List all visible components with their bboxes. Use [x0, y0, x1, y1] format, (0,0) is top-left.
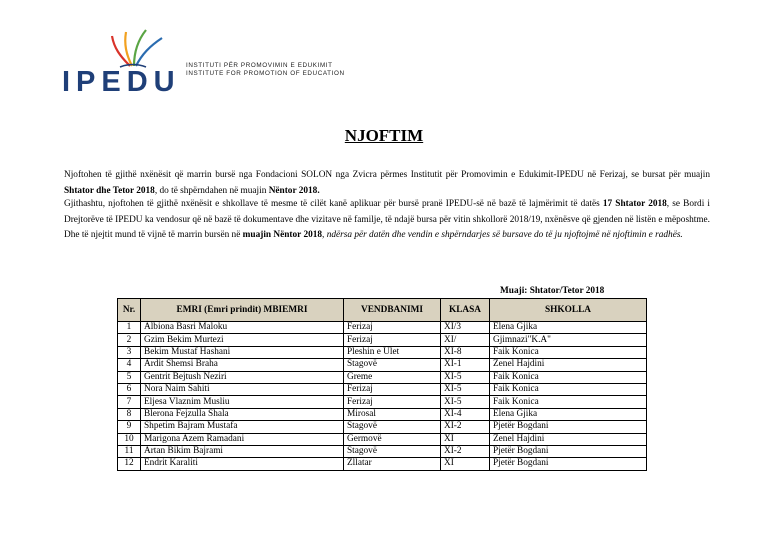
- table-row: [118, 396, 647, 408]
- ipedu-logo: [62, 26, 345, 100]
- row-name: Gentrit Bejtush Neziri: [141, 371, 344, 383]
- row-name: Nora Naim Sahiti: [141, 383, 344, 395]
- table-row: [118, 408, 647, 420]
- row-nr: 6: [118, 383, 141, 395]
- header-name: EMRI (Emri prindit) MBIEMRI: [141, 299, 344, 322]
- row-nr: 4: [118, 359, 141, 371]
- row-school: Zenel Hajdini: [490, 359, 647, 371]
- row-nr: 5: [118, 371, 141, 383]
- table-row: [118, 421, 647, 433]
- row-nr: 11: [118, 445, 141, 457]
- row-nr: 10: [118, 433, 141, 445]
- table-row: [118, 445, 647, 457]
- row-nr: 8: [118, 408, 141, 420]
- table-row: [118, 383, 647, 395]
- row-residence: Greme: [344, 371, 441, 383]
- row-school: Faik Konica: [490, 383, 647, 395]
- paragraph-1-months: Shtator dhe Tetor 2018: [64, 185, 155, 196]
- row-school: Elena Gjika: [490, 408, 647, 420]
- row-school: Pjetër Bogdani: [490, 458, 647, 470]
- table-row: [118, 334, 647, 346]
- row-class: XI/: [441, 334, 490, 346]
- header-residence: VENDBANIMI: [344, 299, 441, 322]
- logo-book-swoosh-icon: [90, 26, 180, 70]
- row-name: Blerona Fejzulla Shala: [141, 408, 344, 420]
- logo-tagline-sq: INSTITUTI PËR PROMOVIMIN E EDUKIMIT: [186, 62, 333, 69]
- header-nr: Nr.: [118, 299, 141, 322]
- row-nr: 1: [118, 322, 141, 334]
- row-residence: Stagovë: [344, 359, 441, 371]
- paragraph-2: [64, 197, 710, 244]
- row-class: XI-4: [441, 408, 490, 420]
- page-title: NJOFTIM: [344, 126, 424, 145]
- row-name: Albiona Basri Maloku: [141, 322, 344, 334]
- table-row: [118, 322, 647, 334]
- logo-tagline: [186, 62, 345, 78]
- row-nr: 7: [118, 396, 141, 408]
- table-row: [118, 458, 647, 470]
- row-school: Faik Konica: [490, 396, 647, 408]
- row-school: Faik Konica: [490, 346, 647, 358]
- row-class: XI: [441, 458, 490, 470]
- paragraph-2-month: muajin Nëntor 2018: [242, 230, 323, 240]
- row-name: Bekim Mustaf Hashani: [141, 346, 344, 358]
- paragraph-2-date: 17 Shtator 2018: [602, 199, 667, 209]
- row-name: Shpetim Bajram Mustafa: [141, 421, 344, 433]
- paragraph-2-text-a: Gjithashtu, njoftohen të gjithë nxënësit e shkollave të mesme të cilët kanë aplikuar për bursë pranë IPEDU-së në bazë të lajmërimit të datës: [64, 199, 603, 209]
- logo-wordmark: IPEDU: [62, 66, 181, 98]
- row-class: XI-1: [441, 359, 490, 371]
- row-school: Pjetër Bogdani: [490, 421, 647, 433]
- row-residence: Ferizaj: [344, 322, 441, 334]
- row-class: XI-5: [441, 396, 490, 408]
- header-school: SHKOLLA: [490, 299, 647, 322]
- row-name: Eljesa Vlaznim Musliu: [141, 396, 344, 408]
- row-residence: Stagovë: [344, 421, 441, 433]
- paragraph-1: [64, 168, 710, 199]
- row-residence: Mirosal: [344, 408, 441, 420]
- row-class: XI/3: [441, 322, 490, 334]
- row-name: Artan Bikim Bajrami: [141, 445, 344, 457]
- row-residence: Zllatar: [344, 458, 441, 470]
- row-school: Pjetër Bogdani: [490, 445, 647, 457]
- row-school: Faik Konica: [490, 371, 647, 383]
- paragraph-1-distribution-month: Nëntor 2018.: [268, 185, 320, 196]
- row-name: Marigona Azem Ramadani: [141, 433, 344, 445]
- table-row: [118, 371, 647, 383]
- row-nr: 3: [118, 346, 141, 358]
- row-class: XI-5: [441, 371, 490, 383]
- table-row: [118, 346, 647, 358]
- row-class: XI-2: [441, 445, 490, 457]
- row-residence: Ferizaj: [344, 396, 441, 408]
- table-row: [118, 359, 647, 371]
- paragraph-1-text-a: Njoftohen të gjithë nxënësit që marrin bursë nga Fondacioni SOLON nga Zvicra përmes Institutit për Promovimin e Edukimit-IPEDU në Ferizaj, se bursat për muajin: [64, 170, 710, 180]
- row-name: Gzim Bekim Murtezi: [141, 334, 344, 346]
- row-residence: Ferizaj: [344, 383, 441, 395]
- row-nr: 2: [118, 334, 141, 346]
- row-class: XI-8: [441, 346, 490, 358]
- row-school: Gjimnazi"K.A": [490, 334, 647, 346]
- table-body: [118, 322, 647, 471]
- row-school: Zenel Hajdini: [490, 433, 647, 445]
- paragraph-2-text-e: , ndërsa për datën dhe vendin e shpërndarjes së bursave do të ju njoftojmë në njoftimin e radhës.: [322, 230, 683, 240]
- header-class: KLASA: [441, 299, 490, 322]
- row-class: XI: [441, 433, 490, 445]
- paragraph-2-text-c: , se Bordi i Drejtorëve të IPEDU ka vendosur që në bazë të dokumentave dhe vizitave në familje, të ndajë bursa për vitin shkollorë 2018/19, nxënësve që gjenden në listën e mëposhtme. Dhe të njejtit mund të vijnë të marrin bursën në: [64, 199, 710, 240]
- row-name: Endrit Karaliti: [141, 458, 344, 470]
- row-school: Elena Gjika: [490, 322, 647, 334]
- scholarship-table: [117, 298, 647, 471]
- row-name: Ardit Shemsi Braha: [141, 359, 344, 371]
- row-nr: 12: [118, 458, 141, 470]
- row-class: XI-2: [441, 421, 490, 433]
- row-residence: Pleshin e Ulet: [344, 346, 441, 358]
- table-row: [118, 433, 647, 445]
- row-residence: Stagovë: [344, 445, 441, 457]
- row-nr: 9: [118, 421, 141, 433]
- row-residence: Ferizaj: [344, 334, 441, 346]
- logo-tagline-en: INSTITUTE FOR PROMOTION OF EDUCATION: [186, 70, 345, 77]
- table-header-row: [118, 299, 647, 322]
- row-residence: Germovë: [344, 433, 441, 445]
- row-class: XI-5: [441, 383, 490, 395]
- paragraph-1-text-c: , do të shpërndahen në muajin: [154, 185, 269, 196]
- month-label: Muaji: Shtator/Tetor 2018: [500, 286, 605, 296]
